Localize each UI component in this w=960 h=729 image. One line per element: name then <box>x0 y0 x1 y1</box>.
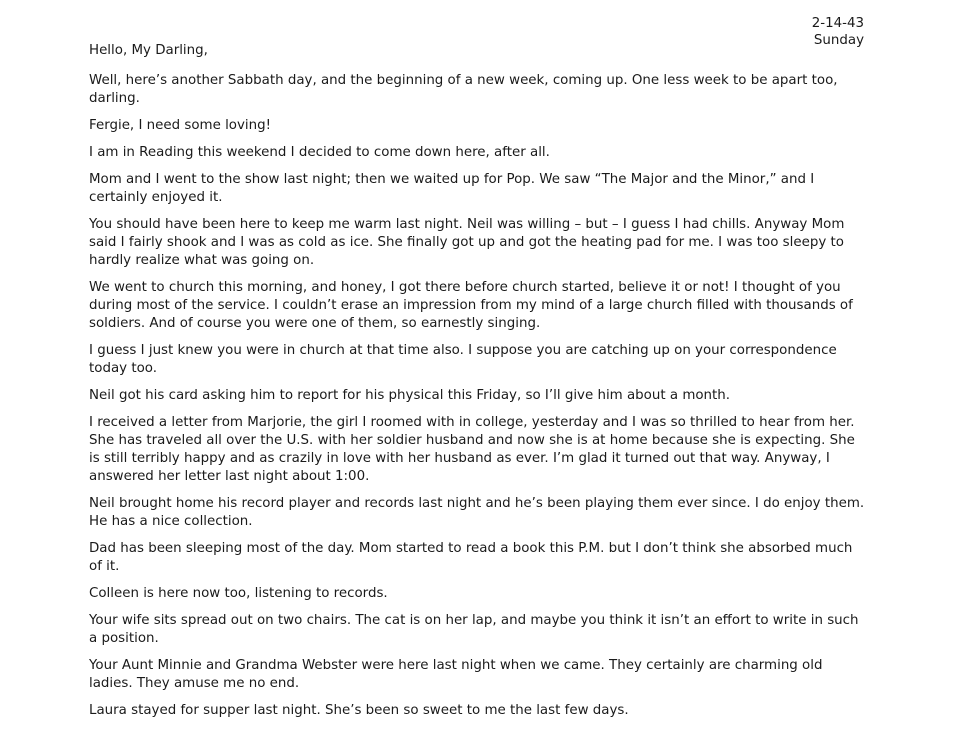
paragraph: I am in Reading this weekend I decided to come down here, after all. <box>89 145 550 160</box>
paragraph: Neil got his card asking him to report for his physical this Friday, so I’ll give him about a month. <box>89 388 731 403</box>
paragraph: We went to church this morning, and honey, I got there before church started, believe it or not! I thought of you during most of the service. I couldn’t erase an impression from my mind of a large church filled with thousands of soldiers. And of course you were one of them, so earnestly singing. <box>89 280 853 331</box>
paragraph: Colleen is here now too, listening to records. <box>89 586 388 601</box>
letter-body <box>89 42 869 729</box>
paragraph: I received a letter from Marjorie, the girl I roomed with in college, yesterday and I was so thrilled to hear from her. She has traveled all over the U.S. with her soldier husband and now she is at home because she is expecting. She is still terribly happy and as crazily in love with her husband as ever. I’m glad it turned out that way. Anyway, I answered her letter last night about 1:00. <box>89 415 855 484</box>
letter-weekday: Sunday <box>813 33 864 48</box>
paragraph: I guess I just knew you were in church at that time also. I suppose you are catching up on your correspondence today too. <box>89 343 837 376</box>
letter-date: 2-14-43 <box>811 16 864 31</box>
paragraph: Dad has been sleeping most of the day. Mom started to read a book this P.M. but I don’t think she absorbed much of it. <box>89 541 853 574</box>
paragraph: Fergie, I need some loving! <box>89 118 271 133</box>
paragraph: Laura stayed for supper last night. She’s been so sweet to me the last few days. <box>89 703 629 718</box>
paragraph: Neil brought home his record player and records last night and he’s been playing them ever since. I do enjoy them. He has a nice collection. <box>89 496 865 529</box>
paragraph: You should have been here to keep me warm last night. Neil was willing – but – I guess I had chills. Anyway Mom said I fairly shook and I was as cold as ice. She finally got up and got the heating pad for me. I was too sleepy to hardly realize what was going on. <box>89 217 845 268</box>
paragraph: Your Aunt Minnie and Grandma Webster were here last night when we came. They certainly are charming old ladies. They amuse me no end. <box>89 658 823 691</box>
greeting: Hello, My Darling, <box>89 43 208 58</box>
paragraph: Well, here’s another Sabbath day, and the beginning of a new week, coming up. One less week to be apart too, darling. <box>89 73 838 106</box>
paragraph: Mom and I went to the show last night; then we waited up for Pop. We saw “The Major and the Minor,” and I certainly enjoyed it. <box>89 172 815 205</box>
paragraph: Your wife sits spread out on two chairs. The cat is on her lap, and maybe you think it isn’t an effort to write in such a position. <box>89 613 859 646</box>
